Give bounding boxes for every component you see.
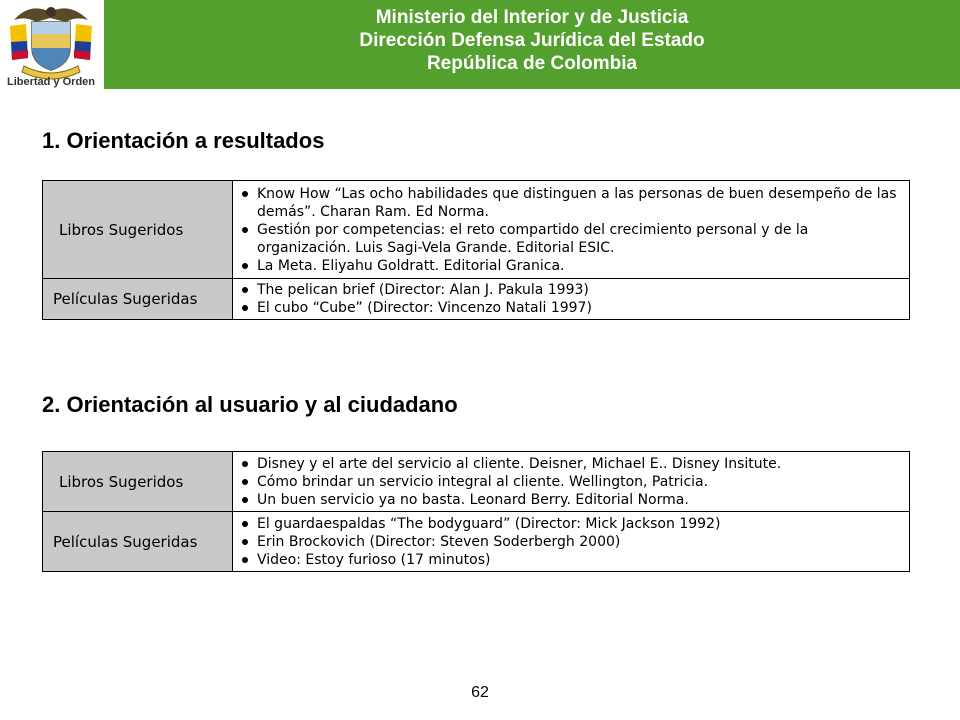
section-title-results: 1. Orientación a resultados <box>42 128 325 153</box>
items-books <box>233 181 910 279</box>
category-movies <box>43 512 233 572</box>
svg-text:Libertad y Orden: Libertad y Orden <box>6 76 96 88</box>
bullet-icon <box>242 305 248 311</box>
table-row <box>43 181 910 279</box>
list-item <box>237 551 905 569</box>
bullet-icon <box>242 191 248 197</box>
item-text: The pelican brief (Director: Alan J. Pakula 1993) <box>257 282 589 298</box>
table-row <box>43 512 910 572</box>
list-item <box>237 491 905 509</box>
bullet-icon <box>242 287 248 293</box>
category-label: Libros Sugeridos <box>59 220 184 239</box>
item-text: El cubo “Cube” (Director: Vincenzo Natali 1997) <box>257 300 592 316</box>
item-text: Cómo brindar un servicio integral al cliente. Wellington, Patricia. <box>257 473 709 490</box>
category-books <box>43 452 233 512</box>
section-title-citizen: 2. Orientación al usuario y al ciudadano <box>42 392 458 417</box>
list-item <box>237 455 905 473</box>
bullet-icon <box>242 521 248 527</box>
item-text: Know How “Las ocho habilidades que distinguen a las personas de buen desempeño de las demás”. Charan Ram. Ed Norma. <box>257 185 897 220</box>
list-item <box>237 281 905 299</box>
item-text: Un buen servicio ya no basta. Leonard Berry. Editorial Norma. <box>257 491 689 508</box>
list-item <box>237 185 905 221</box>
item-text: Video: Estoy furioso (17 minutos) <box>257 551 491 568</box>
items-books <box>233 452 910 512</box>
list-item <box>237 515 905 533</box>
bullet-icon <box>242 227 248 233</box>
list-item <box>237 221 905 257</box>
header-banner <box>104 0 960 89</box>
bullet-icon <box>242 263 248 269</box>
table-row <box>43 452 910 512</box>
bullet-icon <box>242 497 248 503</box>
category-label: Películas Sugeridas <box>53 290 198 308</box>
category-books <box>43 181 233 279</box>
reading-table-results <box>42 180 910 320</box>
category-label: Libros Sugeridos <box>59 472 184 491</box>
reading-table-citizen <box>42 451 910 572</box>
category-movies <box>43 279 233 320</box>
item-text: Gestión por competencias: el reto compartido del crecimiento personal y de la organización. Luis Sagi-Vela Grande. Editorial ESIC. <box>257 221 809 256</box>
item-text: El guardaespaldas “The bodyguard” (Director: Mick Jackson 1992) <box>257 515 721 532</box>
bullet-icon <box>242 539 248 545</box>
bullet-icon <box>242 479 248 485</box>
list-item <box>237 257 905 275</box>
items-movies <box>233 512 910 572</box>
list-item <box>237 299 905 317</box>
coat-of-arms-logo <box>0 0 104 92</box>
items-movies <box>233 279 910 320</box>
page-number: 62 <box>471 684 489 701</box>
coat-of-arms-icon <box>0 0 104 92</box>
ministry-name: Ministerio del Interior y de Justicia <box>375 7 689 28</box>
list-item <box>237 473 905 491</box>
country-name: República de Colombia <box>426 53 638 74</box>
item-text: Disney y el arte del servicio al cliente. Deisner, Michael E.. Disney Insitute. <box>257 455 782 472</box>
item-text: La Meta. Eliyahu Goldratt. Editorial Granica. <box>257 257 565 274</box>
item-text: Erin Brockovich (Director: Steven Soderbergh 2000) <box>257 533 621 550</box>
table-row <box>43 279 910 320</box>
bullet-icon <box>242 557 248 563</box>
directorate-name: Dirección Defensa Jurídica del Estado <box>359 30 705 51</box>
bullet-icon <box>242 461 248 467</box>
category-label: Películas Sugeridas <box>53 532 198 551</box>
list-item <box>237 533 905 551</box>
